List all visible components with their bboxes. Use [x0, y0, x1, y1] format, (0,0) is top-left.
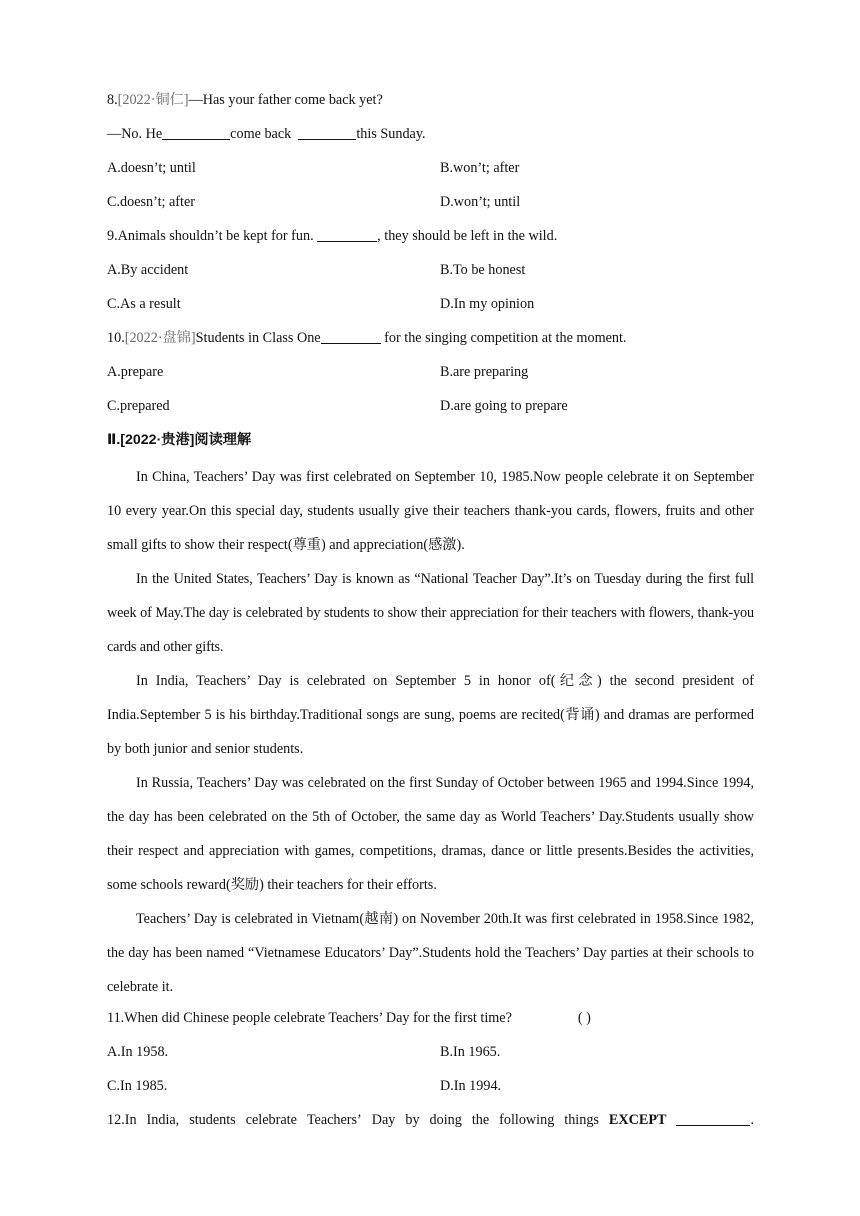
- option-b[interactable]: B.are preparing: [440, 364, 529, 380]
- option-b[interactable]: B.won’t; after: [440, 160, 520, 176]
- word: Day: [371, 1112, 396, 1128]
- source-tag: [2022·铜仁]: [117, 92, 189, 108]
- word: doing: [429, 1112, 462, 1128]
- options-row: [107, 188, 754, 222]
- option-c[interactable]: C.As a result: [107, 296, 181, 312]
- answer-blank[interactable]: [321, 327, 381, 344]
- question-text-b: for the singing competition at the moment.: [380, 330, 627, 346]
- worksheet-content: [107, 86, 754, 1140]
- option-a[interactable]: A.In 1958.: [107, 1044, 169, 1060]
- answer-blank[interactable]: [676, 1109, 750, 1126]
- reply-text-a: —No. He: [107, 126, 163, 142]
- passage-paragraph-russia: In Russia, Teachers’ Day was celebrated on the first Sunday of October between 1965 and 1994.Since 1994, the day has been celebrated on the 5th of October, the same day as World Teachers’ Day.Students usually show their respect and appreciation with games, competitions, dramas, dance or little presents.Besides the activities, some schools reward(奖励) their teachers for their efforts.: [107, 775, 754, 893]
- passage-paragraph-usa: In the United States, Teachers’ Day is known as “National Teacher Day”.It’s on Tuesday during the first full week of May.The day is celebrated by students to show their appreciation for their teachers with flowers, thank-you cards and other gifts.: [107, 571, 754, 655]
- word: following: [499, 1112, 555, 1128]
- word: India,: [146, 1112, 180, 1128]
- word: by: [405, 1112, 420, 1128]
- option-d[interactable]: D.are going to prepare: [440, 398, 568, 414]
- passage-paragraph-vietnam: Teachers’ Day is celebrated in Vietnam(越南) on November 20th.It was first celebrated in 1958.Since 1982, the day has been named “Vietnamese Educators’ Day”.Students hold the Teachers’ Day parties at their schools to celebrate it.: [107, 911, 754, 995]
- word: the: [471, 1112, 490, 1128]
- question-8-reply: [107, 120, 754, 154]
- blank-with-period: [676, 1106, 754, 1140]
- keyword-except: EXCEPT: [608, 1112, 667, 1128]
- options-row: [107, 392, 754, 426]
- reply-text-c: this Sunday.: [356, 126, 426, 142]
- answer-blank[interactable]: [162, 123, 230, 140]
- question-number: 10.: [107, 330, 125, 346]
- question-text-b: , they should be left in the wild.: [377, 228, 558, 244]
- option-a[interactable]: A.By accident: [107, 262, 189, 278]
- answer-blank[interactable]: [317, 225, 377, 242]
- option-c[interactable]: C.prepared: [107, 398, 170, 414]
- question-8: [107, 86, 754, 120]
- question-11: [107, 1004, 754, 1038]
- word: students: [189, 1112, 236, 1128]
- options-row: [107, 1038, 754, 1072]
- options-row: [107, 358, 754, 392]
- word: Teachers’: [306, 1112, 362, 1128]
- question-text: 11.When did Chinese people celebrate Teachers’ Day for the first time?: [107, 1010, 512, 1026]
- option-a[interactable]: A.prepare: [107, 364, 164, 380]
- answer-blank[interactable]: [298, 123, 356, 140]
- answer-parentheses[interactable]: ( ): [577, 1010, 591, 1026]
- word: things: [564, 1112, 599, 1128]
- passage-paragraph-india: In India, Teachers’ Day is celebrated on September 5 in honor of(纪念) the second president of India.September 5 is his birthday.Traditional songs are sung, poems are recited(背诵) and dramas are performed by both junior and senior students.: [107, 673, 754, 757]
- option-d[interactable]: D.In 1994.: [440, 1078, 502, 1094]
- question-text-a: 9.Animals shouldn’t be kept for fun.: [107, 228, 318, 244]
- question-number: 8.: [107, 92, 118, 108]
- section-heading: Ⅱ.[2022·贵港]阅读理解: [107, 432, 252, 448]
- option-c[interactable]: C.doesn’t; after: [107, 194, 195, 210]
- question-9: [107, 222, 754, 256]
- question-text-a: Students in Class One: [195, 330, 321, 346]
- options-row: [107, 154, 754, 188]
- options-row: [107, 1072, 754, 1106]
- option-d[interactable]: D.won’t; until: [440, 194, 521, 210]
- passage-paragraph-china: In China, Teachers’ Day was first celebrated on September 10, 1985.Now people celebrate it on September 10 every year.On this special day, students usually give their teachers thank-you cards, flowers, fruits and other small gifts to show their respect(尊重) and appreciation(感激).: [107, 469, 754, 553]
- word: celebrate: [245, 1112, 297, 1128]
- source-tag: [2022·盘锦]: [124, 330, 196, 346]
- option-c[interactable]: C.In 1985.: [107, 1078, 168, 1094]
- question-text: —Has your father come back yet?: [188, 92, 383, 108]
- options-row: [107, 256, 754, 290]
- options-row: [107, 290, 754, 324]
- word: 12.In: [107, 1112, 137, 1128]
- option-b[interactable]: B.In 1965.: [440, 1044, 501, 1060]
- question-10: [107, 324, 754, 358]
- option-b[interactable]: B.To be honest: [440, 262, 526, 278]
- option-d[interactable]: D.In my opinion: [440, 296, 535, 312]
- question-end: .: [750, 1112, 754, 1128]
- reply-text-b: come back: [230, 126, 295, 142]
- question-12: [107, 1106, 754, 1140]
- option-a[interactable]: A.doesn’t; until: [107, 160, 196, 176]
